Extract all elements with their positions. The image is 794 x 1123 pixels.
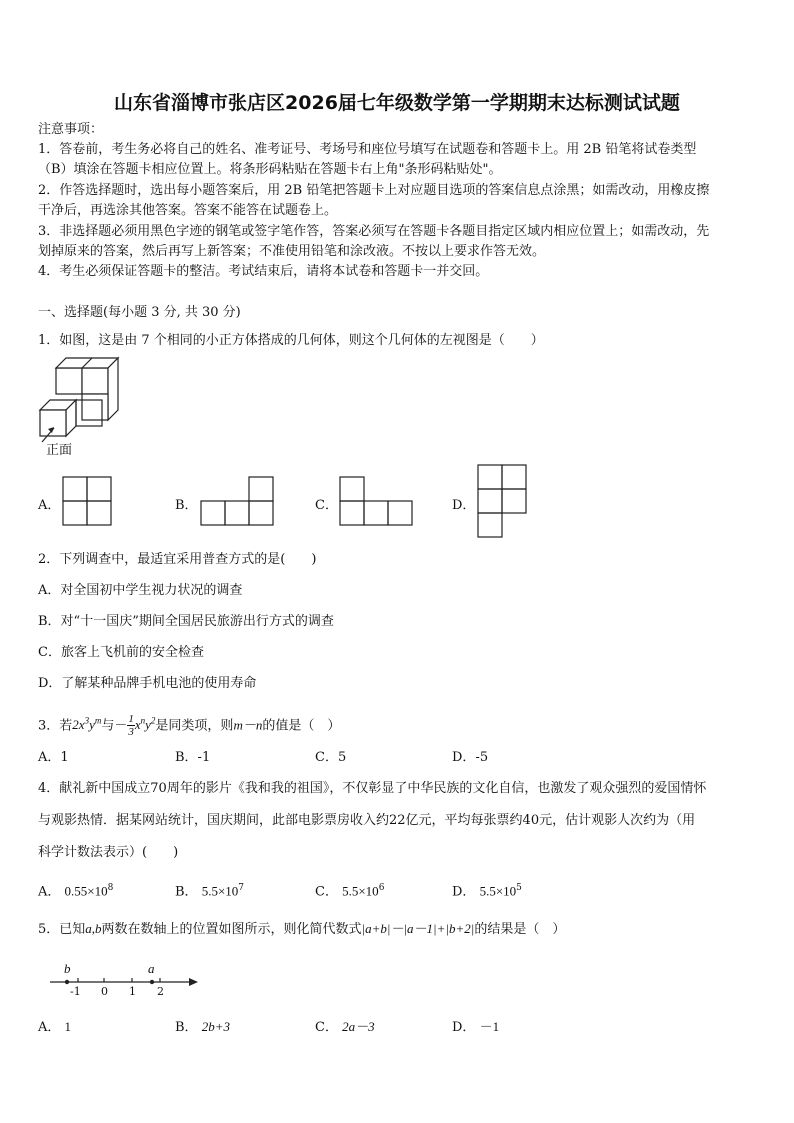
q2-stem: 2．下列调查中，最适宜采用普查方式的是( ) [38,552,317,567]
q4-option-c[interactable]: C． $5.5\times 10^6$ [315,883,385,900]
q4-line-3: 科学计数法表示）( ) [38,845,179,860]
q4-line-2: 与观影热情．据某网站统计，国庆期间，此部电影票房收入约22亿元，平均每张票约40元，估计观影人次约为（用 [38,813,696,828]
q1-option-b-figure[interactable] [200,476,276,526]
point-a [150,980,154,984]
notice-heading: 注意事项： [38,122,104,137]
q5-stem: 5．已知a,b两数在数轴上的位置如图所示，则化简代数式|a+b|－|a－1|+|b+2|的结果是（ ） [38,921,566,937]
notice-line-1: 1．答卷前，考生务必将自己的姓名、准考证号、考场号和座位号填写在试题卷和答题卡上。用 2B 铅笔将试卷类型 [38,142,697,157]
q5-option-d[interactable]: D． －1 [452,1019,500,1035]
q3-stem [38,706,340,741]
q5-option-a[interactable]: A． 1 [38,1019,72,1035]
q1-option-a-label[interactable]: A． [38,498,61,513]
notice-line-2: （B）填涂在答题卡相应位置上。将条形码粘贴在答题卡右上角"条形码粘贴处"。 [38,162,502,177]
q2-option-d[interactable]: D．了解某种品牌手机电池的使用寿命 [38,676,257,691]
q3-expr: m－n [233,717,263,733]
q3-term2: $x^ny^2$ [134,716,156,733]
q3-suffix1: 是同类项，则 [155,718,234,734]
q3-suffix2: 的值是（ ） [262,718,341,734]
notice-line-4: 干净后，再选涂其他答案。答案不能答在试题卷上。 [38,203,338,218]
q1-option-d-label[interactable]: D． [452,498,476,513]
q1-option-c-figure[interactable] [339,476,415,526]
q3-option-d[interactable]: D．-5 [452,750,489,765]
q5-option-c[interactable]: C． 2a－3 [315,1019,375,1035]
q1-stem: 1．如图，这是由 7 个相同的小正方体搭成的几何体，则这个几何体的左视图是（ ） [38,333,544,348]
q3-option-b[interactable]: B．-1 [175,750,211,765]
q4-option-a[interactable]: A． $0.55\times 10^8$ [38,883,114,900]
q1-option-b-label[interactable]: B． [175,498,198,513]
notice-line-6: 划掉原来的答案，然后再写上新答案；不准使用铅笔和涂改液。不按以上要求作答无效。 [38,244,546,259]
q3-option-a[interactable]: A．1 [38,750,69,765]
q3-mid: 与－ [101,718,128,734]
notice-line-3: 2．作答选择题时，选出每小题答案后，用 2B 铅笔把答题卡上对应题目选项的答案信息点涂黑；如需改动，用橡皮擦 [38,183,710,198]
q2-option-c[interactable]: C．旅客上飞机前的安全检查 [38,645,204,660]
front-label: 正面 [46,443,73,458]
q4-option-d[interactable]: D． $5.5\times 10^5$ [452,883,522,900]
q5-expression: |a+b|－|a－1|+|b+2| [361,921,475,936]
point-b-label: b [64,961,71,976]
point-b [65,980,69,984]
q3-option-c[interactable]: C．5 [315,750,347,765]
point-a-label: a [148,961,155,976]
tick-label-2: 2 [157,985,164,998]
q1-option-d-figure[interactable] [477,464,529,540]
q1-option-a-figure[interactable] [62,476,112,526]
tick-label-neg1: -1 [70,985,81,998]
q4-line-1: 4．献礼新中国成立70周年的影片《我和我的祖国》，不仅彰显了中华民族的文化自信，也激发了观众强烈的爱国情怀 [38,781,707,796]
q2-option-a[interactable]: A．对全国初中学生视力状况的调查 [38,583,243,598]
notice-line-7: 4．考生必须保证答题卡的整洁。考试结束后，请将本试卷和答题卡一并交回。 [38,264,489,279]
section-heading: 一、选择题(每小题 3 分, 共 30 分) [38,305,241,320]
q3-prefix: 3．若 [38,718,73,734]
q1-option-c-label[interactable]: C． [315,498,338,513]
tick-label-1: 1 [129,985,136,998]
q2-option-b[interactable]: B．对“十一国庆”期间全国居民旅游出行方式的调查 [38,614,334,629]
exam-title: 山东省淄博市张店区2026届七年级数学第一学期期末达标测试试题 [114,92,680,114]
q5-option-b[interactable]: B． 2b+3 [175,1019,230,1035]
notice-line-5: 3．非选择题必须用黑色字迹的钢笔或签字笔作答，答案必须写在答题卡各题目指定区域内相应位置上；如需改动，先 [38,224,710,239]
q4-option-b[interactable]: B． $5.5\times 10^7$ [175,883,245,900]
q3-fraction: $\frac{1}{3}$ [128,713,134,739]
tick-label-0: 0 [101,985,108,998]
q3-term1: $2x^3y^m$ [72,716,102,733]
